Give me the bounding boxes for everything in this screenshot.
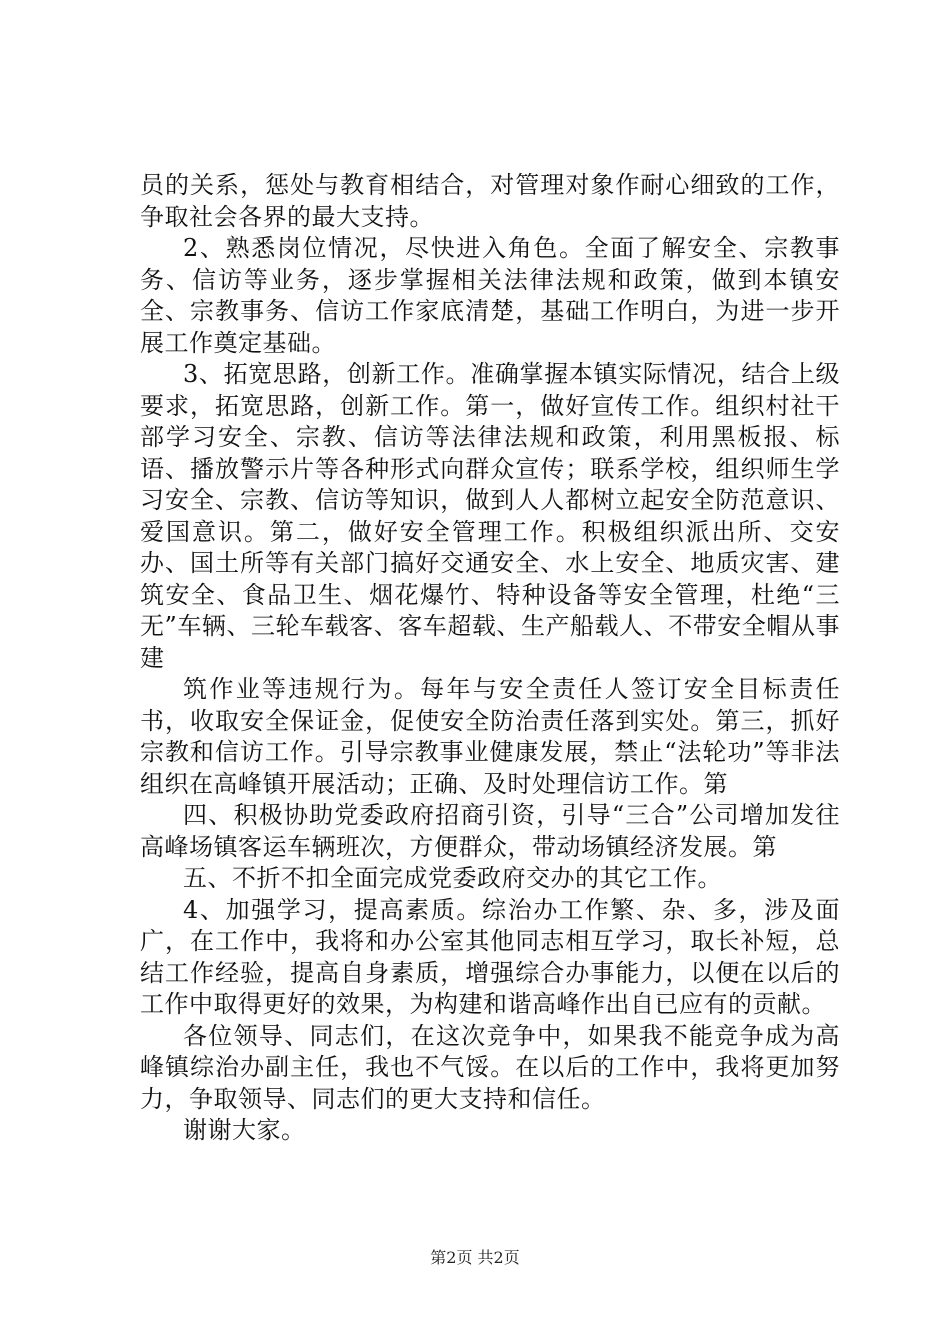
paragraph-4: 筑作业等违规行为。每年与安全责任人签订安全目标责任书，收取安全保证金，促使安全防治责任落到实处。第三，抓好宗教和信访工作。引导宗教事业健康发展，禁止“法轮功”等非法组织在高峰镇开展活动；正确、及时处理信访工作。第 xyxy=(140,675,840,798)
paragraph-5: 四、积极协助党委政府招商引资，引导“三合”公司增加发往高峰场镇客运车辆班次，方便群众，带动场镇经济发展。第 xyxy=(140,801,840,861)
paragraph-9: 谢谢大家。 xyxy=(183,1116,306,1144)
page-number-footer: 第2页 共2页 xyxy=(430,1248,520,1267)
paragraph-3: 3、拓宽思路，创新工作。准确掌握本镇实际情况，结合上级要求，拓宽思路，创新工作。第一，做好宣传工作。组织村社干部学习安全、宗教、信访等法律法规和政策，利用黑板报、标语、播放警示片等各种形式向群众宣传；联系学校，组织师生学习安全、宗教、信访等知识，做到人人都树立起安全防范意识、爱国意识。第二，做好安全管理工作。积极组织派出所、交安办、国土所等有关部门搞好交通安全、水上安全、地质灾害、建筑安全、食品卫生、烟花爆竹、特种设备等安全管理，杜绝“三无”车辆、三轮车载客、客车超载、生产船载人、不带安全帽从事建 xyxy=(140,360,840,672)
paragraph-2: 2、熟悉岗位情况，尽快进入角色。全面了解安全、宗教事务、信访等业务，逐步掌握相关法律法规和政策，做到本镇安全、宗教事务、信访工作家底清楚，基础工作明白，为进一步开展工作奠定基础。 xyxy=(140,234,840,357)
document-body xyxy=(140,170,840,1147)
paragraph-7: 4、加强学习，提高素质。综治办工作繁、杂、多，涉及面广，在工作中，我将和办公室其他同志相互学习，取长补短，总结工作经验，提高自身素质，增强综合办事能力，以便在以后的工作中取得更好的效果，为构建和谐高峰作出自已应有的贡献。 xyxy=(140,895,840,1018)
paragraph-8: 各位领导、同志们，在这次竞争中，如果我不能竞争成为高峰镇综治办副主任，我也不气馁。在以后的工作中，我将更加努力，争取领导、同志们的更大支持和信任。 xyxy=(140,1021,840,1113)
paragraph-6: 五、不折不扣全面完成党委政府交办的其它工作。 xyxy=(183,864,722,892)
paragraph-1: 员的关系，惩处与教育相结合，对管理对象作耐心细致的工作，争取社会各界的最大支持。 xyxy=(140,171,840,231)
